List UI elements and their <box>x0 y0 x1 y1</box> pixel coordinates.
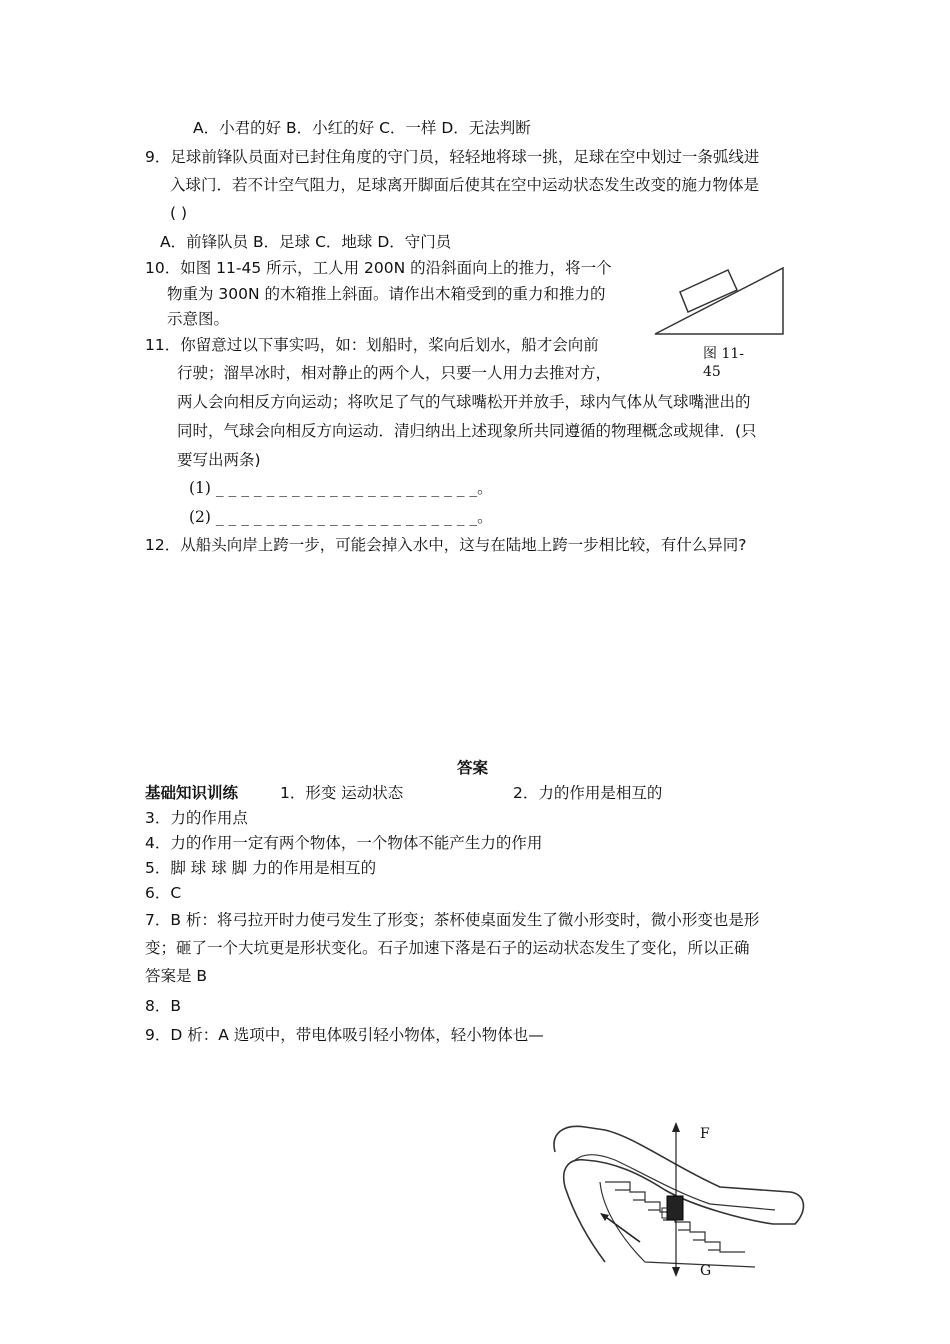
answer-2: 2．力的作用是相互的 <box>513 784 663 802</box>
q11-line5: 要写出两条) <box>177 451 261 469</box>
q12: 12．从船头向岸上跨一步，可能会掉入水中，这与在陆地上跨一步相比较，有什么异同? <box>145 536 747 554</box>
q9-options: A．前锋队员 B．足球 C．地球 D．守门员 <box>160 233 452 251</box>
force-g-label: G <box>700 1263 712 1279</box>
figure-caption-line2: 45 <box>703 364 721 380</box>
figure-caption-line1: 图 11- <box>703 346 744 362</box>
q10-line2: 物重为 300N 的木箱推上斜面。请作出木箱受到的重力和推力的 <box>167 285 606 303</box>
q11-line3: 两人会向相反方向运动；将吹足了气的气球嘴松开并放手，球内气体从气球嘴泄出的 <box>177 393 751 411</box>
q10-line1: 10．如图 11-45 所示，工人用 200N 的沿斜面向上的推力，将一个 <box>145 259 612 277</box>
q11-blank1: (1) _ _ _ _ _ _ _ _ _ _ _ _ _ _ _ _ _ _ _ _ _。 <box>189 479 493 497</box>
answer-8: 8．B <box>145 997 181 1015</box>
escalator-figure <box>545 1112 815 1292</box>
q8-options: A．小君的好 B．小红的好 C．一样 D．无法判断 <box>193 119 531 137</box>
q11-blank2: (2) _ _ _ _ _ _ _ _ _ _ _ _ _ _ _ _ _ _ _ _ _。 <box>189 508 493 526</box>
answer-4: 4．力的作用一定有两个物体，一个物体不能产生力的作用 <box>145 834 543 852</box>
force-f-label: F <box>700 1126 710 1142</box>
q11-line1: 11．你留意过以下事实吗，如：划船时，桨向后划水，船才会向前 <box>145 336 599 354</box>
answers-heading: 答案 <box>457 759 489 777</box>
q9-line3: ( ) <box>170 204 188 222</box>
q9-line2: 入球门．若不计空气阻力，足球离开脚面后使其在空中运动状态发生改变的施力物体是 <box>170 176 760 194</box>
answer-7-line1: 7．B 析：将弓拉开时力使弓发生了形变；茶杯使桌面发生了微小形变时，微小形变也是形 <box>145 911 760 929</box>
answer-3: 3．力的作用点 <box>145 809 248 827</box>
answer-6: 6．C <box>145 884 182 902</box>
q9-line1: 9．足球前锋队员面对已封住角度的守门员，轻轻地将球一挑，足球在空中划过一条弧线进 <box>145 148 760 166</box>
incline-slope <box>655 268 783 334</box>
answer-5: 5．脚 球 球 脚 力的作用是相互的 <box>145 859 377 877</box>
answer-7-line3: 答案是 B <box>145 967 208 985</box>
incline-figure <box>650 262 790 342</box>
q11-line4: 同时，气球会向相反方向运动．清归纳出上述现象所共同遵循的物理概念或规律．(只 <box>177 422 757 440</box>
escalator-handrail <box>554 1126 803 1262</box>
answer-9: 9．D 析：A 选项中，带电体吸引轻小物体，轻小物体也— <box>145 1026 544 1044</box>
escalator-steps <box>600 1182 755 1267</box>
motion-arrow <box>603 1215 640 1242</box>
q10-line3: 示意图。 <box>167 310 230 328</box>
answer-7-line2: 变；砸了一个大坑更是形状变化。石子加速下落是石子的运动状态发生了变化，所以正确 <box>145 939 750 957</box>
answers-section-label: 基础知识训练 <box>145 784 239 802</box>
answer-1: 1．形变 运动状态 <box>280 784 404 802</box>
q11-line2: 行驶；溜旱冰时，相对静止的两个人，只要一人用力去推对方， <box>177 364 612 382</box>
